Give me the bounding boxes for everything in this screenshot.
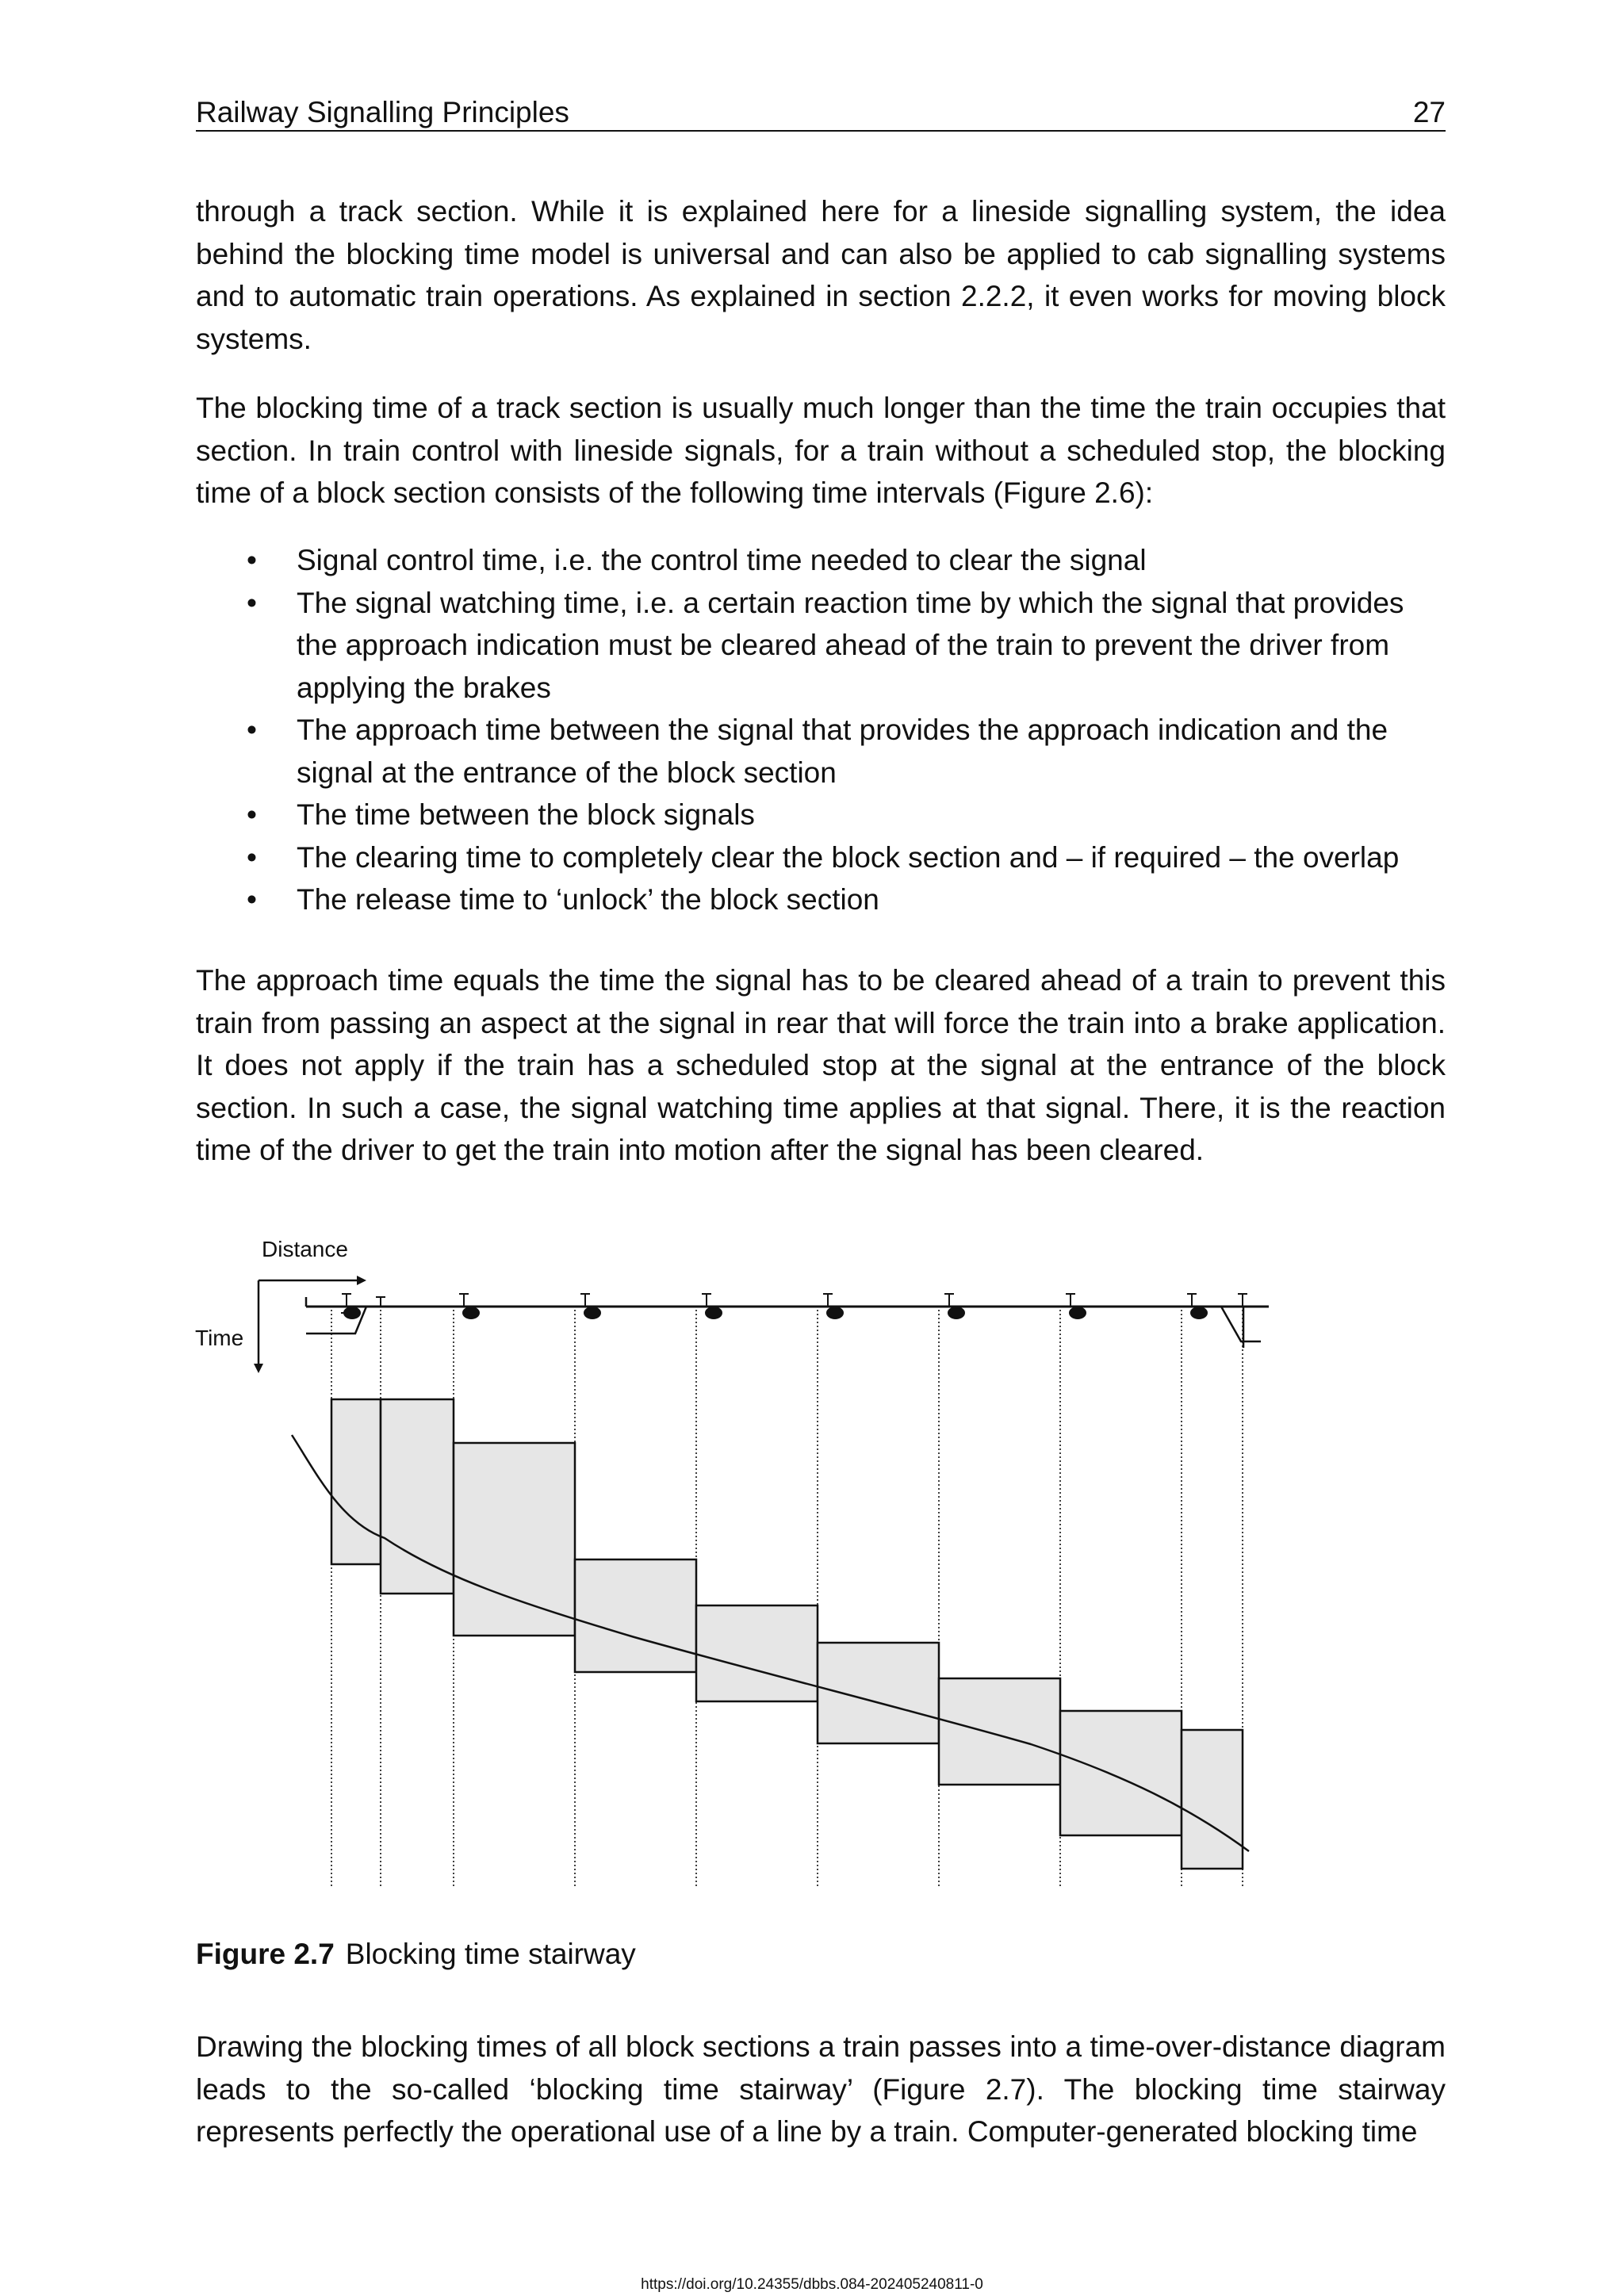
list-item: • The release time to ‘unlock’ the block section <box>196 878 1446 921</box>
list-item: • The time between the block signals <box>196 794 1446 836</box>
list-item: • The signal watching time, i.e. a certain reaction time by which the signal that provides the approach indication must be cleared ahead of the train to prevent the driver from applying the brakes <box>196 582 1446 710</box>
track-exit <box>1221 1307 1261 1348</box>
paragraph-2: The blocking time of a track section is usually much longer than the time the train occupies that section. In train control with lineside signals, for a train without a scheduled stop, the blocking time of a block section consists of the following time intervals (Figure 2.6): <box>196 392 1446 509</box>
list-item: • The approach time between the signal that provides the approach indication and the signal at the entrance of the block section <box>196 709 1446 794</box>
blocking-time-block <box>331 1399 381 1564</box>
paragraph-1: through a track section. While it is explained here for a lineside signalling system, the idea behind the blocking time model is universal and can also be applied to cab signalling systems and to automatic train operations. As explained in section 2.2.2, it even works for moving block systems. <box>196 195 1446 355</box>
signal-icon <box>376 1297 385 1307</box>
blocking-time-block <box>381 1399 454 1594</box>
axis-distance-label: Distance <box>262 1237 348 1261</box>
doi-footer: https://doi.org/10.24355/dbbs.084-202405240811-0 <box>641 2276 983 2293</box>
figure-caption <box>196 1934 636 1974</box>
time-arrow-icon <box>254 1364 263 1373</box>
distance-arrow-icon <box>357 1276 366 1285</box>
list-item: • Signal control time, i.e. the control time needed to clear the signal <box>196 539 1446 582</box>
paragraph-3: The approach time equals the time the signal has to be cleared ahead of a train to prevent this train from passing an aspect at the signal in rear that will force the train into a brake application. It does not apply if the train has a scheduled stop at the signal at the entrance of the block section. In such a case, the signal watching time applies at that signal. There, it is the reaction time of the driver to get the train into motion after the signal has been cleared. <box>196 964 1446 1166</box>
blocking-time-block <box>1060 1711 1182 1835</box>
blocking-time-block <box>1182 1730 1243 1869</box>
axes <box>254 1276 366 1373</box>
blocking-time-block <box>818 1643 939 1743</box>
page-number: 27 <box>1412 96 1446 128</box>
blocking-time-block <box>696 1605 818 1701</box>
blocking-time-block <box>454 1443 575 1636</box>
running-header <box>196 95 1446 132</box>
blocking-time-intervals-list <box>196 539 1446 921</box>
blocking-time-block <box>575 1559 696 1672</box>
list-item: • The clearing time to completely clear the block section and – if required – the overlap <box>196 836 1446 879</box>
figure-caption-text: Blocking time stairway <box>345 1938 636 1970</box>
signal-icon <box>1238 1294 1247 1307</box>
blocking-time-block <box>939 1678 1060 1785</box>
blocking-time-stairway-figure <box>159 1221 1300 1903</box>
figure-number: Figure 2.7 <box>196 1938 335 1970</box>
axis-time-label: Time <box>195 1326 244 1350</box>
blocking-time-blocks <box>331 1399 1243 1869</box>
header-title: Railway Signalling Principles <box>196 96 569 128</box>
paragraph-4: Drawing the blocking times of all block sections a train passes into a time-over-distance diagram leads to the so-called ‘blocking time stairway’ (Figure 2.7). The blocking time stairway represents perfectly the operational use of a line by a train. Computer-generated blocking time <box>196 2030 1446 2148</box>
